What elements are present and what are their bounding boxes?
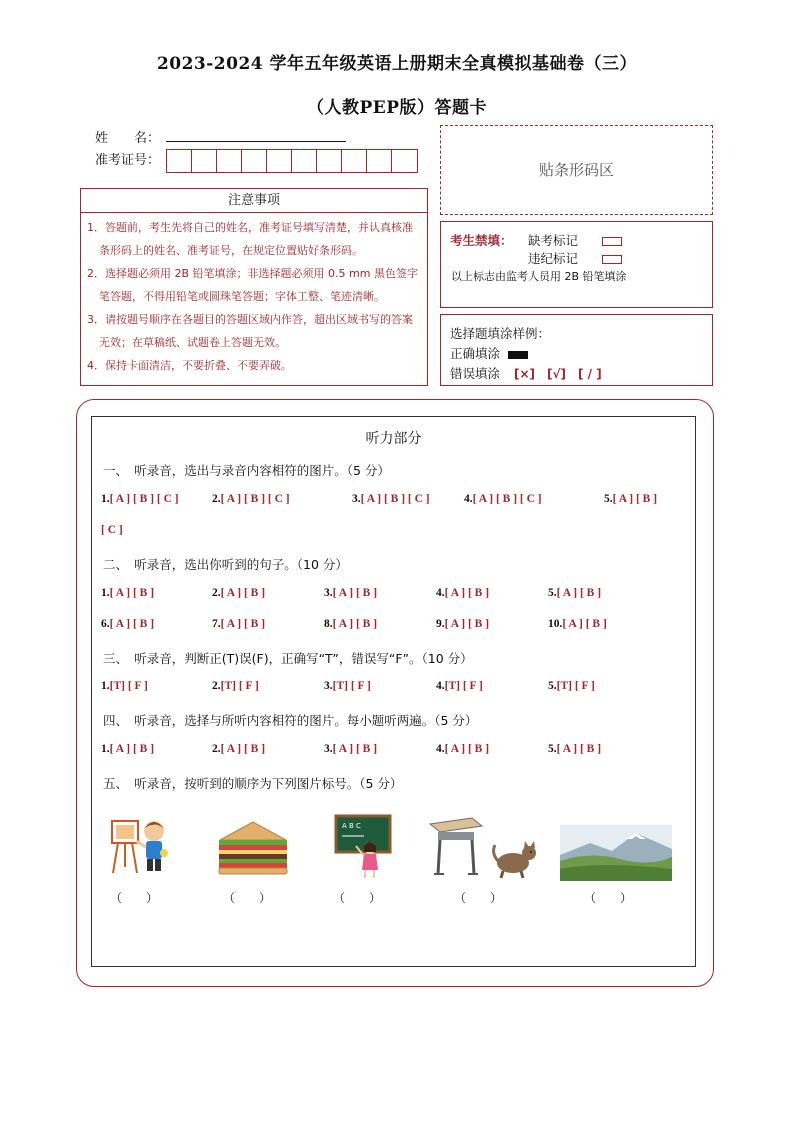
s3-q1[interactable]: 1.[T] [ F ] [101, 680, 148, 692]
violation-mark-label: 违纪标记 [528, 251, 579, 266]
notice-item-4: 4．保持卡面清洁，不要折叠、不要弄破。 [87, 359, 292, 372]
s3-q5[interactable]: 5.[T] [ F ] [548, 680, 595, 692]
boy-painting-image [108, 815, 174, 877]
barcode-area [440, 125, 713, 215]
forbidden-label: 考生禁填： [450, 233, 513, 248]
s4-q1[interactable]: 1.[ A ] [ B ] [101, 743, 155, 755]
teacher-blackboard-image [334, 814, 394, 880]
s1-q2[interactable]: 2.[ A ] [ B ] [ C ] [212, 493, 290, 505]
fill-example-title: 选择题填涂样例： [450, 326, 551, 341]
correct-fill-mark [508, 351, 528, 359]
section-1-title: 一、 听录音，选出与录音内容相符的图片。（5 分） [103, 463, 390, 478]
s2-q10[interactable]: 10.[ A ] [ B ] [548, 618, 607, 630]
name-label: 姓 名： [95, 131, 161, 146]
forbidden-note: 以上标志由监考人员用 2B 铅笔填涂 [451, 270, 627, 283]
desk-image [426, 814, 484, 876]
s4-q2[interactable]: 2.[ A ] [ B ] [212, 743, 266, 755]
listening-header: 听力部分 [365, 431, 422, 447]
pic-5-blank[interactable]: （ ） [584, 891, 633, 905]
notice-item-1: 1．答题前，考生先将自己的姓名，准考证号填写清楚，并认真核准条形码上的姓名、准考证号，在规定位置贴好条形码。 [87, 221, 413, 257]
pic-4-blank[interactable]: （ ） [454, 891, 503, 905]
cat-image [489, 839, 541, 879]
violation-mark-box[interactable] [602, 255, 622, 264]
name-field[interactable] [166, 141, 346, 142]
wrong-fill-label: 错误填涂 [450, 366, 501, 381]
s4-q3[interactable]: 3.[ A ] [ B ] [324, 743, 378, 755]
notice-header: 注意事项 [81, 189, 427, 213]
page-title: 2023-2024 学年五年级英语上册期末全真模拟基础卷（三） [156, 54, 638, 74]
pic-1-blank[interactable]: （ ） [110, 891, 159, 905]
s2-q5[interactable]: 5.[ A ] [ B ] [548, 587, 602, 599]
notice-item-3: 3．请按题号顺序在各题目的答题区域内作答，超出区域书写的答案无效；在草稿纸、试题卷上答题无效。 [87, 313, 413, 349]
forbidden-panel [440, 221, 713, 308]
s1-q4[interactable]: 4.[ A ] [ B ] [ C ] [464, 493, 542, 505]
s3-q3[interactable]: 3.[T] [ F ] [324, 680, 371, 692]
s3-q4[interactable]: 4.[T] [ F ] [436, 680, 483, 692]
section-4-title: 四、 听录音，选择与所听内容相符的图片。每小题听两遍。（5 分） [103, 713, 478, 728]
svg-text:A B C: A B C [342, 822, 361, 830]
s1-q1[interactable]: 1.[ A ] [ B ] [ C ] [101, 493, 179, 505]
fill-example-panel [440, 314, 713, 386]
s2-q9[interactable]: 9.[ A ] [ B ] [436, 618, 490, 630]
s2-q7[interactable]: 7.[ A ] [ B ] [212, 618, 266, 630]
s1-q5[interactable]: 5.[ A ] [ B ] [604, 493, 658, 505]
s1-q3[interactable]: 3.[ A ] [ B ] [ C ] [352, 493, 430, 505]
id-number-boxes[interactable] [166, 149, 418, 173]
s3-q2[interactable]: 2.[T] [ F ] [212, 680, 259, 692]
pic-3-blank[interactable]: （ ） [333, 891, 382, 905]
s2-q3[interactable]: 3.[ A ] [ B ] [324, 587, 378, 599]
absent-mark-box[interactable] [602, 237, 622, 246]
s2-q2[interactable]: 2.[ A ] [ B ] [212, 587, 266, 599]
sandwich-image [214, 818, 292, 876]
s4-q4[interactable]: 4.[ A ] [ B ] [436, 743, 490, 755]
correct-fill-label: 正确填涂 [450, 346, 501, 361]
barcode-label: 贴条形码区 [538, 161, 614, 179]
s2-q6[interactable]: 6.[ A ] [ B ] [101, 618, 155, 630]
notice-panel [80, 188, 428, 386]
s4-q5[interactable]: 5.[ A ] [ B ] [548, 743, 602, 755]
s1-q5-wrap[interactable]: [ C ] [101, 524, 123, 536]
absent-mark-label: 缺考标记 [528, 233, 579, 248]
pic-2-blank[interactable]: （ ） [223, 891, 272, 905]
s2-q1[interactable]: 1.[ A ] [ B ] [101, 587, 155, 599]
section-5-title: 五、 听录音，按听到的顺序为下列图片标号。（5 分） [103, 776, 403, 791]
section-2-title: 二、 听录音，选出你听到的句子。（10 分） [103, 557, 348, 572]
s2-q4[interactable]: 4.[ A ] [ B ] [436, 587, 490, 599]
wrong-fill-marks: [×] [√] [ / ] [514, 367, 602, 381]
notice-item-2: 2．选择题必须用 2B 铅笔填涂；非选择题必须用 0.5 mm 黑色签字笔答题，不得用铅笔或圆珠笔答题；字体工整、笔迹清晰。 [87, 267, 418, 303]
section-3-title: 三、 听录音，判断正(T)误(F)，正确写“T”，错误写“F”。（10 分） [103, 651, 473, 666]
id-label: 准考证号： [95, 153, 161, 168]
s2-q8[interactable]: 8.[ A ] [ B ] [324, 618, 378, 630]
page-subtitle: （人教PEP版）答题卡 [306, 98, 488, 118]
landscape-image [560, 825, 672, 881]
